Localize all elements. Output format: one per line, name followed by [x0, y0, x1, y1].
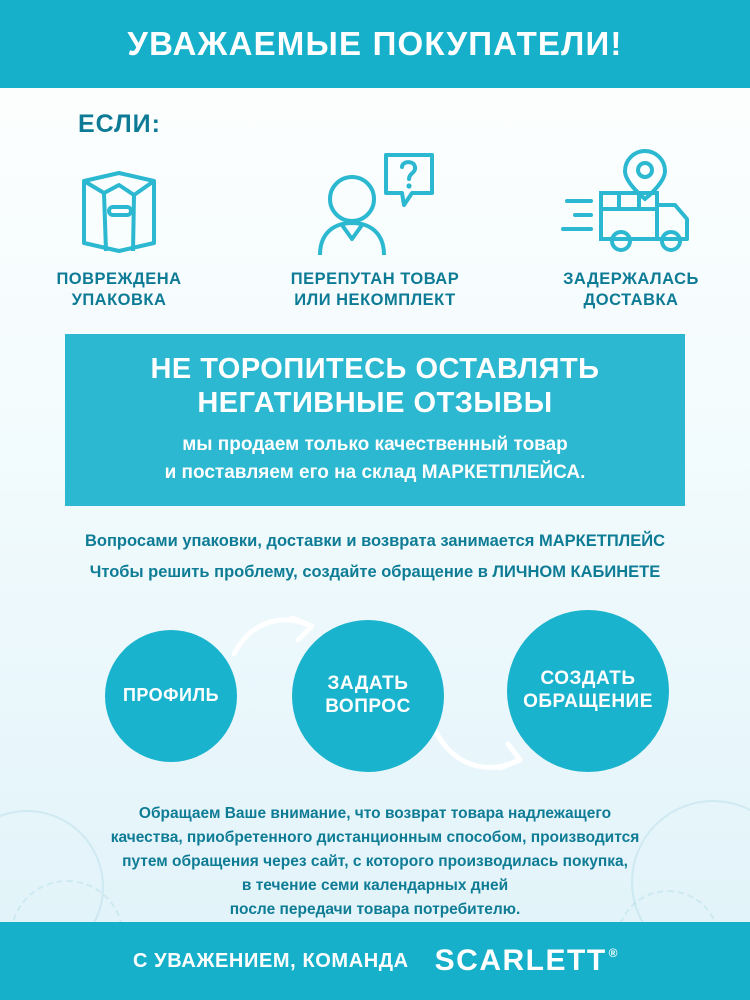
notes-block	[0, 526, 750, 589]
reason-item	[19, 145, 219, 312]
legal-line-1: Обращаем Ваше внимание, что возврат товара надлежащего	[138, 805, 612, 823]
footer-band	[0, 922, 750, 1000]
highlight-panel	[65, 334, 685, 506]
arrow-right-icon	[432, 718, 527, 780]
step-label: ПРОФИЛЬ	[122, 685, 220, 706]
person-question-icon	[275, 145, 475, 267]
panel-sub-line2: и поставляем его на склад МАРКЕТПЛЕЙСА.	[164, 461, 586, 483]
step-create-ticket[interactable]	[507, 610, 669, 772]
brand-name: SCARLETT	[434, 944, 607, 977]
panel-sub-line1: мы продаем только качественный товар	[182, 434, 568, 456]
steps-row	[0, 598, 750, 788]
reason-item	[531, 145, 731, 312]
brand-logo	[434, 944, 620, 978]
legal-line-2: качества, приобретенного дистанционным способом, производится	[110, 829, 640, 847]
legal-text	[60, 802, 690, 922]
legal-line-3: путем обращения через сайт, с которого производилась покупка,	[122, 853, 628, 871]
note-line-1: Вопросами упаковки, доставки и возврата занимается МАРКЕТПЛЕЙС	[84, 531, 666, 550]
reason-caption: ПОВРЕЖДЕНА УПАКОВКА	[56, 270, 182, 310]
panel-headline-line2: НЕГАТИВНЫЕ ОТЗЫВЫ	[197, 387, 553, 420]
registered-mark: ®	[608, 946, 620, 960]
reason-caption: ПЕРЕПУТАН ТОВАР ИЛИ НЕКОМПЛЕКТ	[290, 270, 460, 310]
page-title: УВАЖАЕМЫЕ ПОКУПАТЕЛИ!	[127, 25, 623, 62]
step-profile[interactable]	[105, 630, 237, 762]
damaged-box-icon	[19, 145, 219, 267]
reason-item	[275, 145, 475, 312]
step-label: ЗАДАТЬ ВОПРОС	[325, 673, 411, 718]
footer-signature: С УВАЖЕНИЕМ, КОМАНДА	[132, 949, 409, 972]
panel-headline-line1: НЕ ТОРОПИТЕСЬ ОСТАВЛЯТЬ	[150, 352, 600, 385]
legal-line-5: после передачи товара потребителю.	[229, 901, 521, 919]
step-label: СОЗДАТЬ ОБРАЩЕНИЕ	[523, 668, 653, 713]
reasons-row	[0, 145, 750, 312]
reason-caption: ЗАДЕРЖАЛАСЬ ДОСТАВКА	[563, 270, 699, 310]
note-line-2: Чтобы решить проблему, создайте обращение в ЛИЧНОМ КАБИНЕТЕ	[89, 562, 661, 581]
if-label: ЕСЛИ:	[78, 110, 161, 138]
delivery-truck-icon	[531, 145, 731, 267]
header-band	[0, 0, 750, 88]
legal-line-4: в течение семи календарных дней	[241, 877, 509, 895]
step-ask-question[interactable]	[292, 620, 444, 772]
